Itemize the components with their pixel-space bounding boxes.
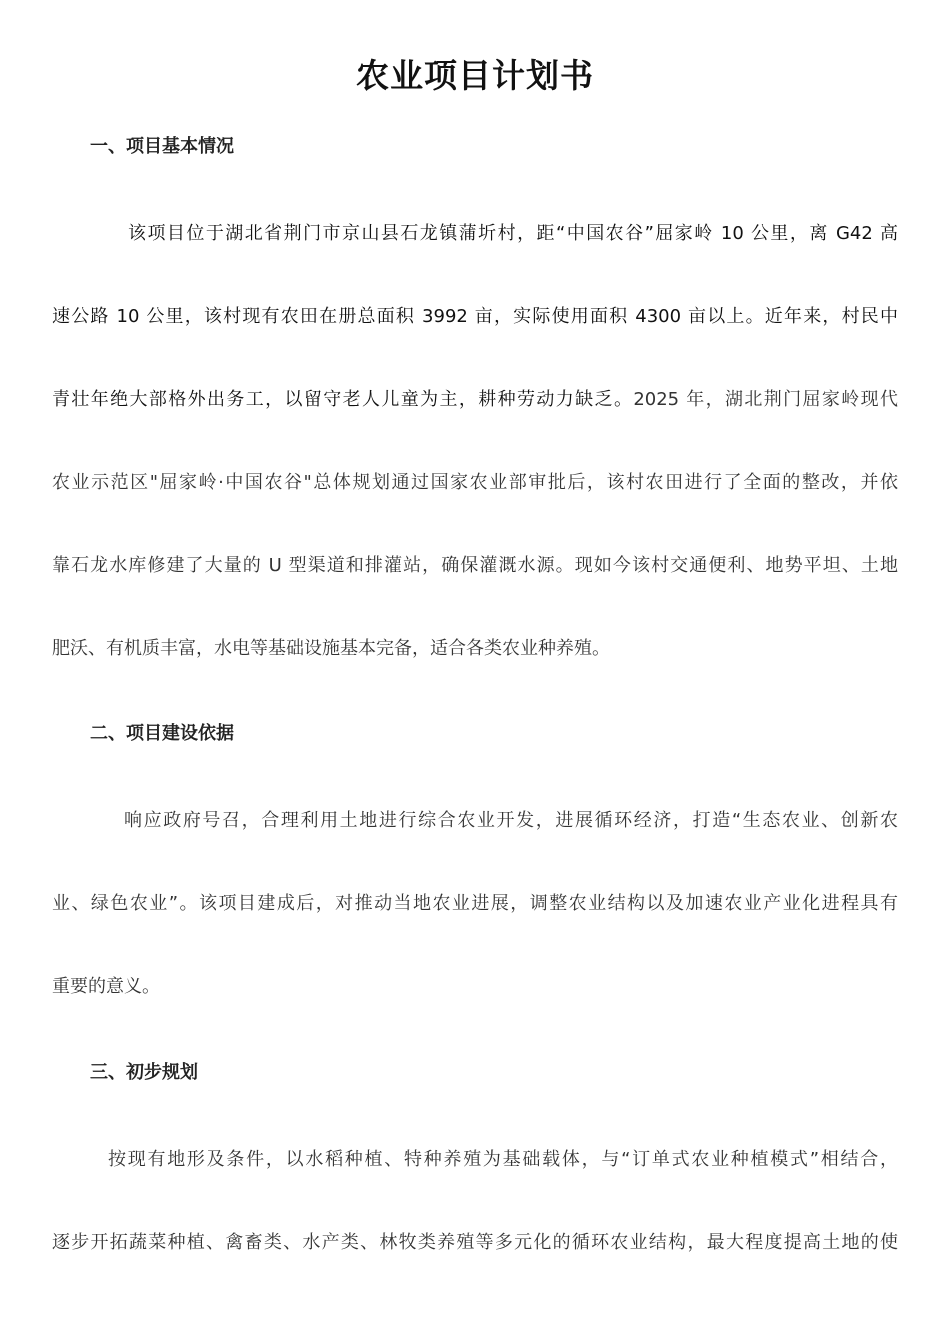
paragraph-text-segment: 2025 年，湖北荆门屈家岭现代 [633,389,899,410]
paragraph-line: 逐步开拓蔬菜种植、禽畜类、水产类、林牧类养殖等多元化的循环农业结构，最大程度提高土地的使 [52,1232,898,1253]
paragraph-line: 速公路 10 公里，该村现有农田在册总面积 3992 亩，实际使用面积 4300 亩以上。近年来，村民中 [52,306,898,327]
section-paragraph-planning [52,1118,898,1284]
section-heading-planning: 三、初步规划 [90,1062,198,1083]
section-heading-basic-info: 一、项目基本情况 [90,136,234,157]
section-heading-basis: 二、项目建设依据 [90,723,234,744]
paragraph-line: 按现有地形及条件，以水稻种植、特种养殖为基础载体，与“订单式农业种植模式”相结合， [108,1149,898,1170]
paragraph-line: 该项目位于湖北省荆门市京山县石龙镇蒲圻村，距“中国农谷”屈家岭 10 公里，离 G42 高 [128,223,898,244]
document-title: 农业项目计划书 [356,56,594,95]
paragraph-line [52,358,898,441]
paragraph-line: 响应政府号召，合理利用土地进行综合农业开发，进展循环经济，打造“生态农业、创新农 [124,810,898,831]
paragraph-line: 业、绿色农业”。该项目建成后，对推动当地农业进展，调整农业结构以及加速农业产业化进程具有 [52,893,898,914]
paragraph-line: 肥沃、有机质丰富，水电等基础设施基本完备，适合各类农业种养殖。 [52,638,610,659]
paragraph-line: 重要的意义。 [52,976,160,997]
section-paragraph-basis [52,779,898,1028]
section-paragraph-basic-info [52,192,898,690]
paragraph-line: 农业示范区"屈家岭·中国农谷"总体规划通过国家农业部审批后，该村农田进行了全面的整改，并依 [52,472,898,493]
paragraph-text-segment: 青壮年绝大部格外出务工，以留守老人儿童为主，耕种劳动力缺乏。 [52,389,634,410]
paragraph-line: 靠石龙水库修建了大量的 U 型渠道和排灌站，确保灌溉水源。现如今该村交通便利、地势平坦、土地 [52,555,898,576]
